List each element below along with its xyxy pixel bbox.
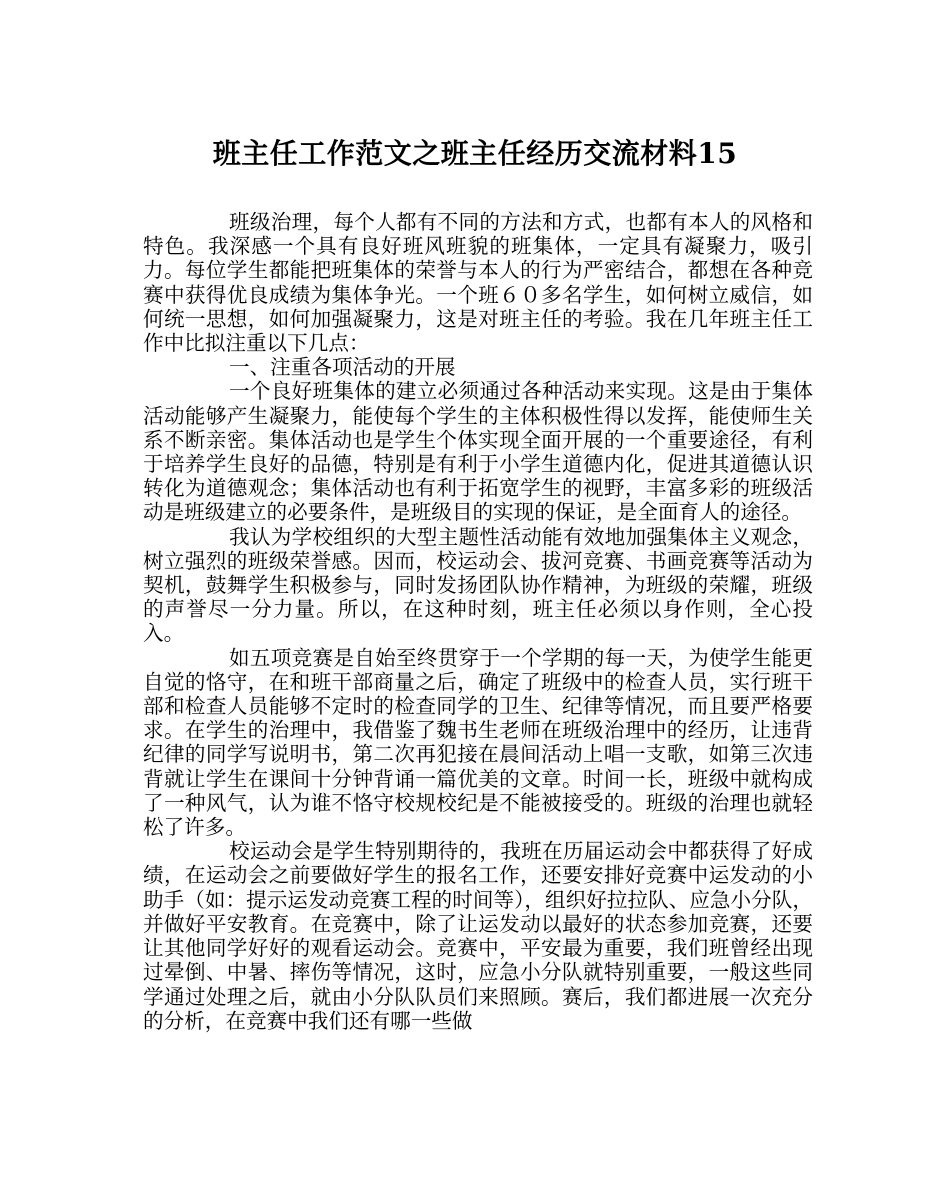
- document-title: 班主任工作范文之班主任经历交流材料15: [212, 137, 738, 170]
- body-paragraph: 一个良好班集体的建立必须通过各种活动来实现。这是由于集体活动能够产生凝聚力，能使每个学生的主体积极性得以发挥，能使师生关系不断亲密。集体活动也是学生个体实现全面开展的一个重要途径，有利于培养学生良好的品德，特别是有利于小学生道德内化，促进其道德认识转化为道德观念；集体活动也有利于拓宽学生的视野，丰富多彩的班级活动是班级建立的必要条件，是班级目的实现的保证，是全面育人的途径。: [143, 379, 813, 525]
- body-paragraph: 班级治理，每个人都有不同的方法和方式，也都有本人的风格和特色。我深感一个具有良好班风班貌的班集体，一定具有凝聚力，吸引力。每位学生都能把班集体的荣誉与本人的行为严密结合，都想在各种竞赛中获得优良成绩为集体争光。一个班６０多名学生，如何树立威信，如何统一思想，如何加强凝聚力，这是对班主任的考验。我在几年班主任工作中比拟注重以下几点：: [143, 210, 813, 356]
- section-heading: 一、注重各项活动的开展: [229, 355, 456, 380]
- body-paragraph: 如五项竞赛是自始至终贯穿于一个学期的每一天，为使学生能更自觉的恪守，在和班干部商量之后，确定了班级中的检查人员，实行班干部和检查人员能够不定时的检查同学的卫生、纪律等情况，而且要严格要求。在学生的治理中，我借鉴了魏书生老师在班级治理中的经历，让违背纪律的同学写说明书，第二次再犯接在晨间活动上唱一支歌，如第三次违背就让学生在课间十分钟背诵一篇优美的文章。时间一长，班级中就构成了一种风气，认为谁不恪守校规校纪是不能被接受的。班级的治理也就轻松了许多。: [143, 645, 813, 840]
- body-paragraph: 我认为学校组织的大型主题性活动能有效地加强集体主义观念，树立强烈的班级荣誉感。因而，校运动会、拔河竞赛、书画竞赛等活动为契机，鼓舞学生积极参与，同时发扬团队协作精神，为班级的荣耀，班级的声誉尽一分力量。所以，在这种时刻，班主任必须以身作则，全心投入。: [143, 524, 813, 646]
- document-body: [143, 210, 813, 1033]
- body-paragraph: 校运动会是学生特别期待的，我班在历届运动会中都获得了好成绩，在运动会之前要做好学生的报名工作，还要安排好竞赛中运发动的小助手（如：提示运发动竞赛工程的时间等），组织好拉拉队、应急小分队，并做好平安教育。在竞赛中，除了让运发动以最好的状态参加竞赛，还要让其他同学好好的观看运动会。竞赛中，平安最为重要，我们班曾经出现过晕倒、中暑、摔伤等情况，这时，应急小分队就特别重要，一般这些同学通过处理之后，就由小分队队员们来照顾。赛后，我们都进展一次充分的分析，在竞赛中我们还有哪一些做: [143, 839, 813, 1033]
